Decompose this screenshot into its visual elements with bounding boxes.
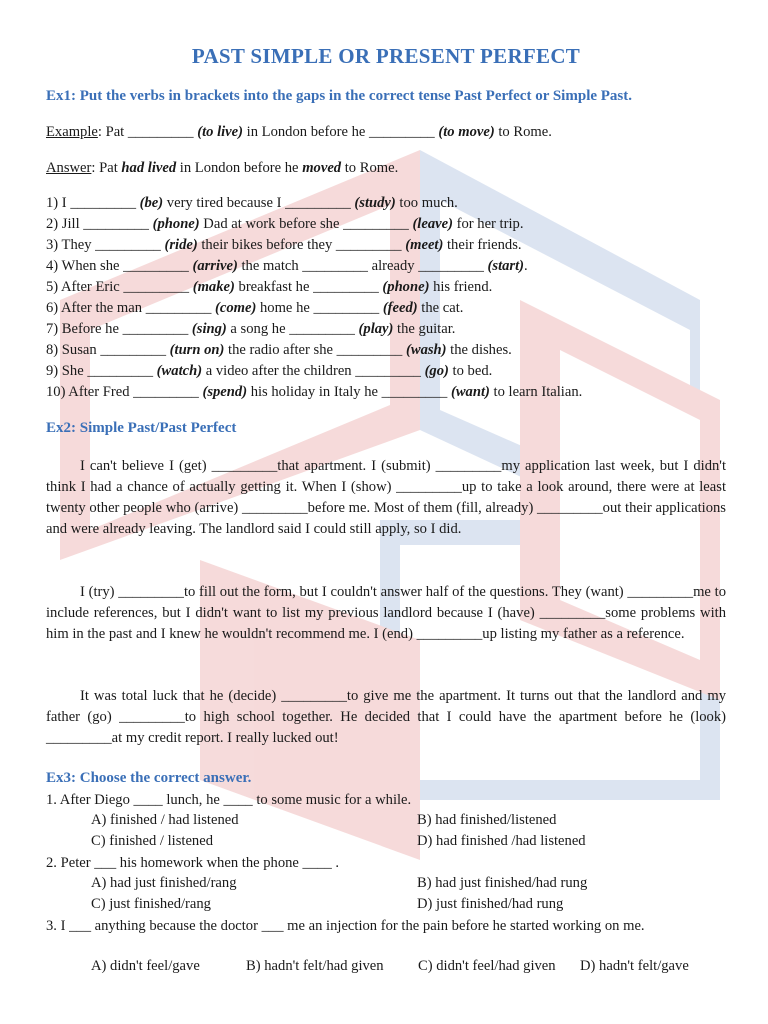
answer-label: Answer — [46, 160, 92, 176]
ex3-q1-option-b[interactable]: B) had finished/listened — [417, 812, 557, 828]
ex3-q2-option-a[interactable]: A) had just finished/rang — [91, 875, 237, 891]
ex1-item-6: 6) After the man _________ (come) home he _________ (feed) the cat. — [46, 300, 464, 316]
page-title: PAST SIMPLE OR PRESENT PERFECT — [191, 44, 581, 68]
ex3-question-3: 3. I ___ anything because the doctor ___ me an injection for the pain before he started working on me. — [46, 918, 645, 934]
ex3-q3-option-c[interactable]: C) didn't feel/had given — [418, 958, 556, 974]
ex3-question-2: 2. Peter ___ his homework when the phone ____ . — [46, 855, 340, 871]
ex2-heading: Ex2: Simple Past/Past Perfect — [46, 420, 237, 436]
ex3-heading: Ex3: Choose the correct answer. — [46, 770, 252, 786]
ex2-paragraph-2: I (try) _________to fill out the form, but I couldn't answer half of the questions. They (want) _________me to include references, but I didn't want to list my previous landlord because I (have) _________some problems with him in the past and I knew he wouldn't recommend me. I (end) _________up listing my father as a reference. — [46, 584, 726, 642]
ex1-item-1: 1) I _________ (be) very tired because I _________ (study) too much. — [46, 195, 458, 211]
ex1-heading: Ex1: Put the verbs in brackets into the gaps in the correct tense Past Perfect or Simple Past. — [46, 88, 633, 104]
ex3-q3-option-b[interactable]: B) hadn't felt/had given — [246, 958, 384, 974]
example-label: Example — [46, 124, 98, 140]
ex2-paragraph-1: I can't believe I (get) _________that apartment. I (submit) _________my application last week, but I didn't think I had a chance of actually getting it. When I (show) _________up to take a look around, there were at least twenty other people who (arrive) _________before me. Most of them (fill, already) _________out their applications and were already leaving. The landlord said I could still apply, so I did. — [46, 458, 726, 537]
ex1-example: Example: Pat _________ (to live) in London before he _________ (to move) to Rome. — [46, 124, 552, 140]
ex3-q1-option-a[interactable]: A) finished / had listened — [91, 812, 239, 828]
ex1-item-8: 8) Susan _________ (turn on) the radio after she _________ (wash) the dishes. — [46, 342, 512, 358]
ex1-item-4: 4) When she _________ (arrive) the match _________ already _________ (start). — [46, 258, 528, 274]
ex1-item-10: 10) After Fred _________ (spend) his holiday in Italy he _________ (want) to learn Italian. — [46, 384, 583, 400]
ex3-q3-option-a[interactable]: A) didn't feel/gave — [91, 958, 200, 974]
ex3-q1-option-c[interactable]: C) finished / listened — [91, 833, 214, 849]
ex1-answer: Answer: Pat had lived in London before he moved to Rome. — [46, 160, 399, 176]
ex3-q2-option-c[interactable]: C) just finished/rang — [91, 896, 211, 912]
ex1-item-7: 7) Before he _________ (sing) a song he _________ (play) the guitar. — [46, 321, 456, 337]
ex2-paragraph-3: It was total luck that he (decide) _________to give me the apartment. It turns out that the landlord and my father (go) _________to high school together. He decided that I could have the apartment before he (look) _________at my credit report. I really lucked out! — [46, 688, 726, 746]
ex3-q1-option-d[interactable]: D) had finished /had listened — [417, 833, 586, 849]
ex3-q2-option-d[interactable]: D) just finished/had rung — [417, 896, 564, 912]
ex1-item-5: 5) After Eric _________ (make) breakfast he _________ (phone) his friend. — [46, 279, 493, 295]
ex1-item-9: 9) She _________ (watch) a video after the children _________ (go) to bed. — [46, 363, 493, 379]
ex3-q2-option-b[interactable]: B) had just finished/had rung — [417, 875, 588, 891]
ex1-item-3: 3) They _________ (ride) their bikes before they _________ (meet) their friends. — [46, 237, 522, 253]
ex1-item-2: 2) Jill _________ (phone) Dad at work before she _________ (leave) for her trip. — [46, 216, 524, 232]
ex3-question-1: 1. After Diego ____ lunch, he ____ to some music for a while. — [46, 792, 412, 808]
ex3-q3-option-d[interactable]: D) hadn't felt/gave — [580, 958, 689, 974]
